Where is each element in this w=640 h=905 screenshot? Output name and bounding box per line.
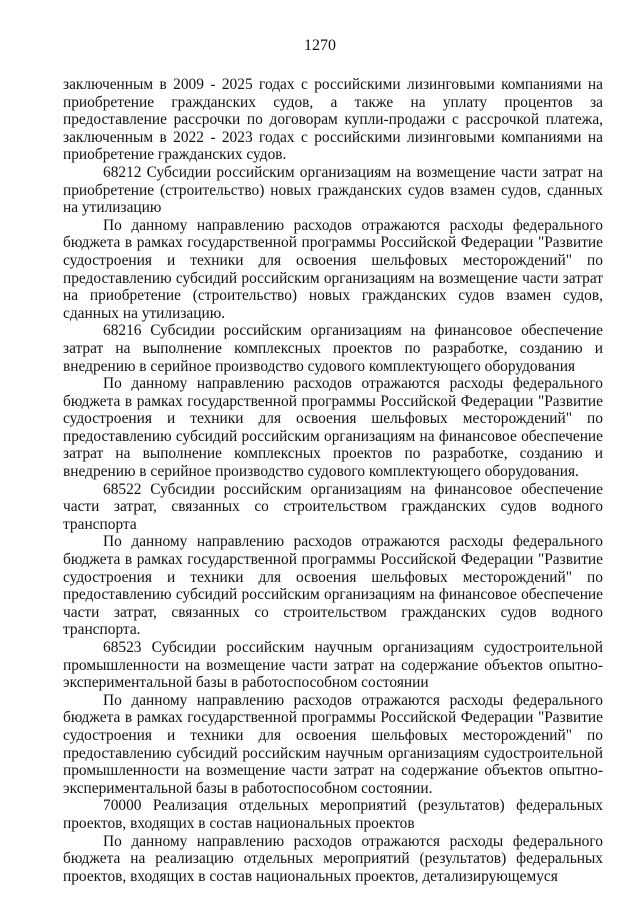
paragraph-code-68523-description: По данному направлению расходов отражаются расходы федерального бюджета в рамках государственной программы Российской Федерации "Развитие судостроения и техники для освоения шельфовых месторождений" по предоставлению субсидий российским научным организациям судостроительной промышленности на возмещение части затрат на содержание объектов опытно-экспериментальной базы в работоспособном состоянии. [63,691,603,797]
paragraph-continuation: заключенным в 2009 - 2025 годах с российскими лизинговыми компаниями на приобретение гражданских судов, а также на уплату процентов за предоставление рассрочки по договорам купли-продажи с рассрочкой платежа, заключенным в 2022 - 2023 годах с российскими лизинговыми компаниями на приобретение гражданских судов. [63,76,603,164]
paragraph-code-68216-heading: 68216 Субсидии российским организациям на финансовое обеспечение затрат на выполнение комплексных проектов по разработке, созданию и внедрению в серийное производство судового комплектующего оборудования [63,322,603,375]
paragraph-code-68522-heading: 68522 Субсидии российским организациям на финансовое обеспечение части затрат, связанных со строительством гражданских судов водного транспорта [63,480,603,533]
paragraph-code-68523-heading: 68523 Субсидии российским научным организациям судостроительной промышленности на возмещение части затрат на содержание объектов опытно-экспериментальной базы в работоспособном состоянии [63,639,603,692]
paragraph-code-70000-description: По данному направлению расходов отражаются расходы федерального бюджета на реализацию отдельных мероприятий (результатов) федеральных проектов, входящих в состав национальных проектов, детализирующемуся [63,832,603,885]
paragraph-code-70000-heading: 70000 Реализация отдельных мероприятий (результатов) федеральных проектов, входящих в состав национальных проектов [63,797,603,832]
paragraph-code-68212-heading: 68212 Субсидии российским организациям на возмещение части затрат на приобретение (строительство) новых гражданских судов взамен судов, сданных на утилизацию [63,163,603,217]
document-body [63,76,603,885]
paragraph-code-68522-description: По данному направлению расходов отражаются расходы федерального бюджета в рамках государственной программы Российской Федерации "Развитие судостроения и техники для освоения шельфовых месторождений" по предоставлению субсидий российским организациям на финансовое обеспечение части затрат, связанных со строительством гражданских судов водного транспорта. [63,533,603,639]
paragraph-code-68216-description: По данному направлению расходов отражаются расходы федерального бюджета в рамках государственной программы Российской Федерации "Развитие судостроения и техники для освоения шельфовых месторождений" по предоставлению субсидий российским организациям на финансовое обеспечение затрат на выполнение комплексных проектов по разработке, созданию и внедрению в серийное производство судового комплектующего оборудования. [63,375,603,481]
page-number: 1270 [304,37,336,54]
paragraph-code-68212-description: По данному направлению расходов отражаются расходы федерального бюджета в рамках государственной программы Российской Федерации "Развитие судостроения и техники для освоения шельфовых месторождений" по предоставлению субсидий российским организациям на возмещение части затрат на приобретение (строительство) новых гражданских судов взамен судов, сданных на утилизацию. [63,216,603,322]
